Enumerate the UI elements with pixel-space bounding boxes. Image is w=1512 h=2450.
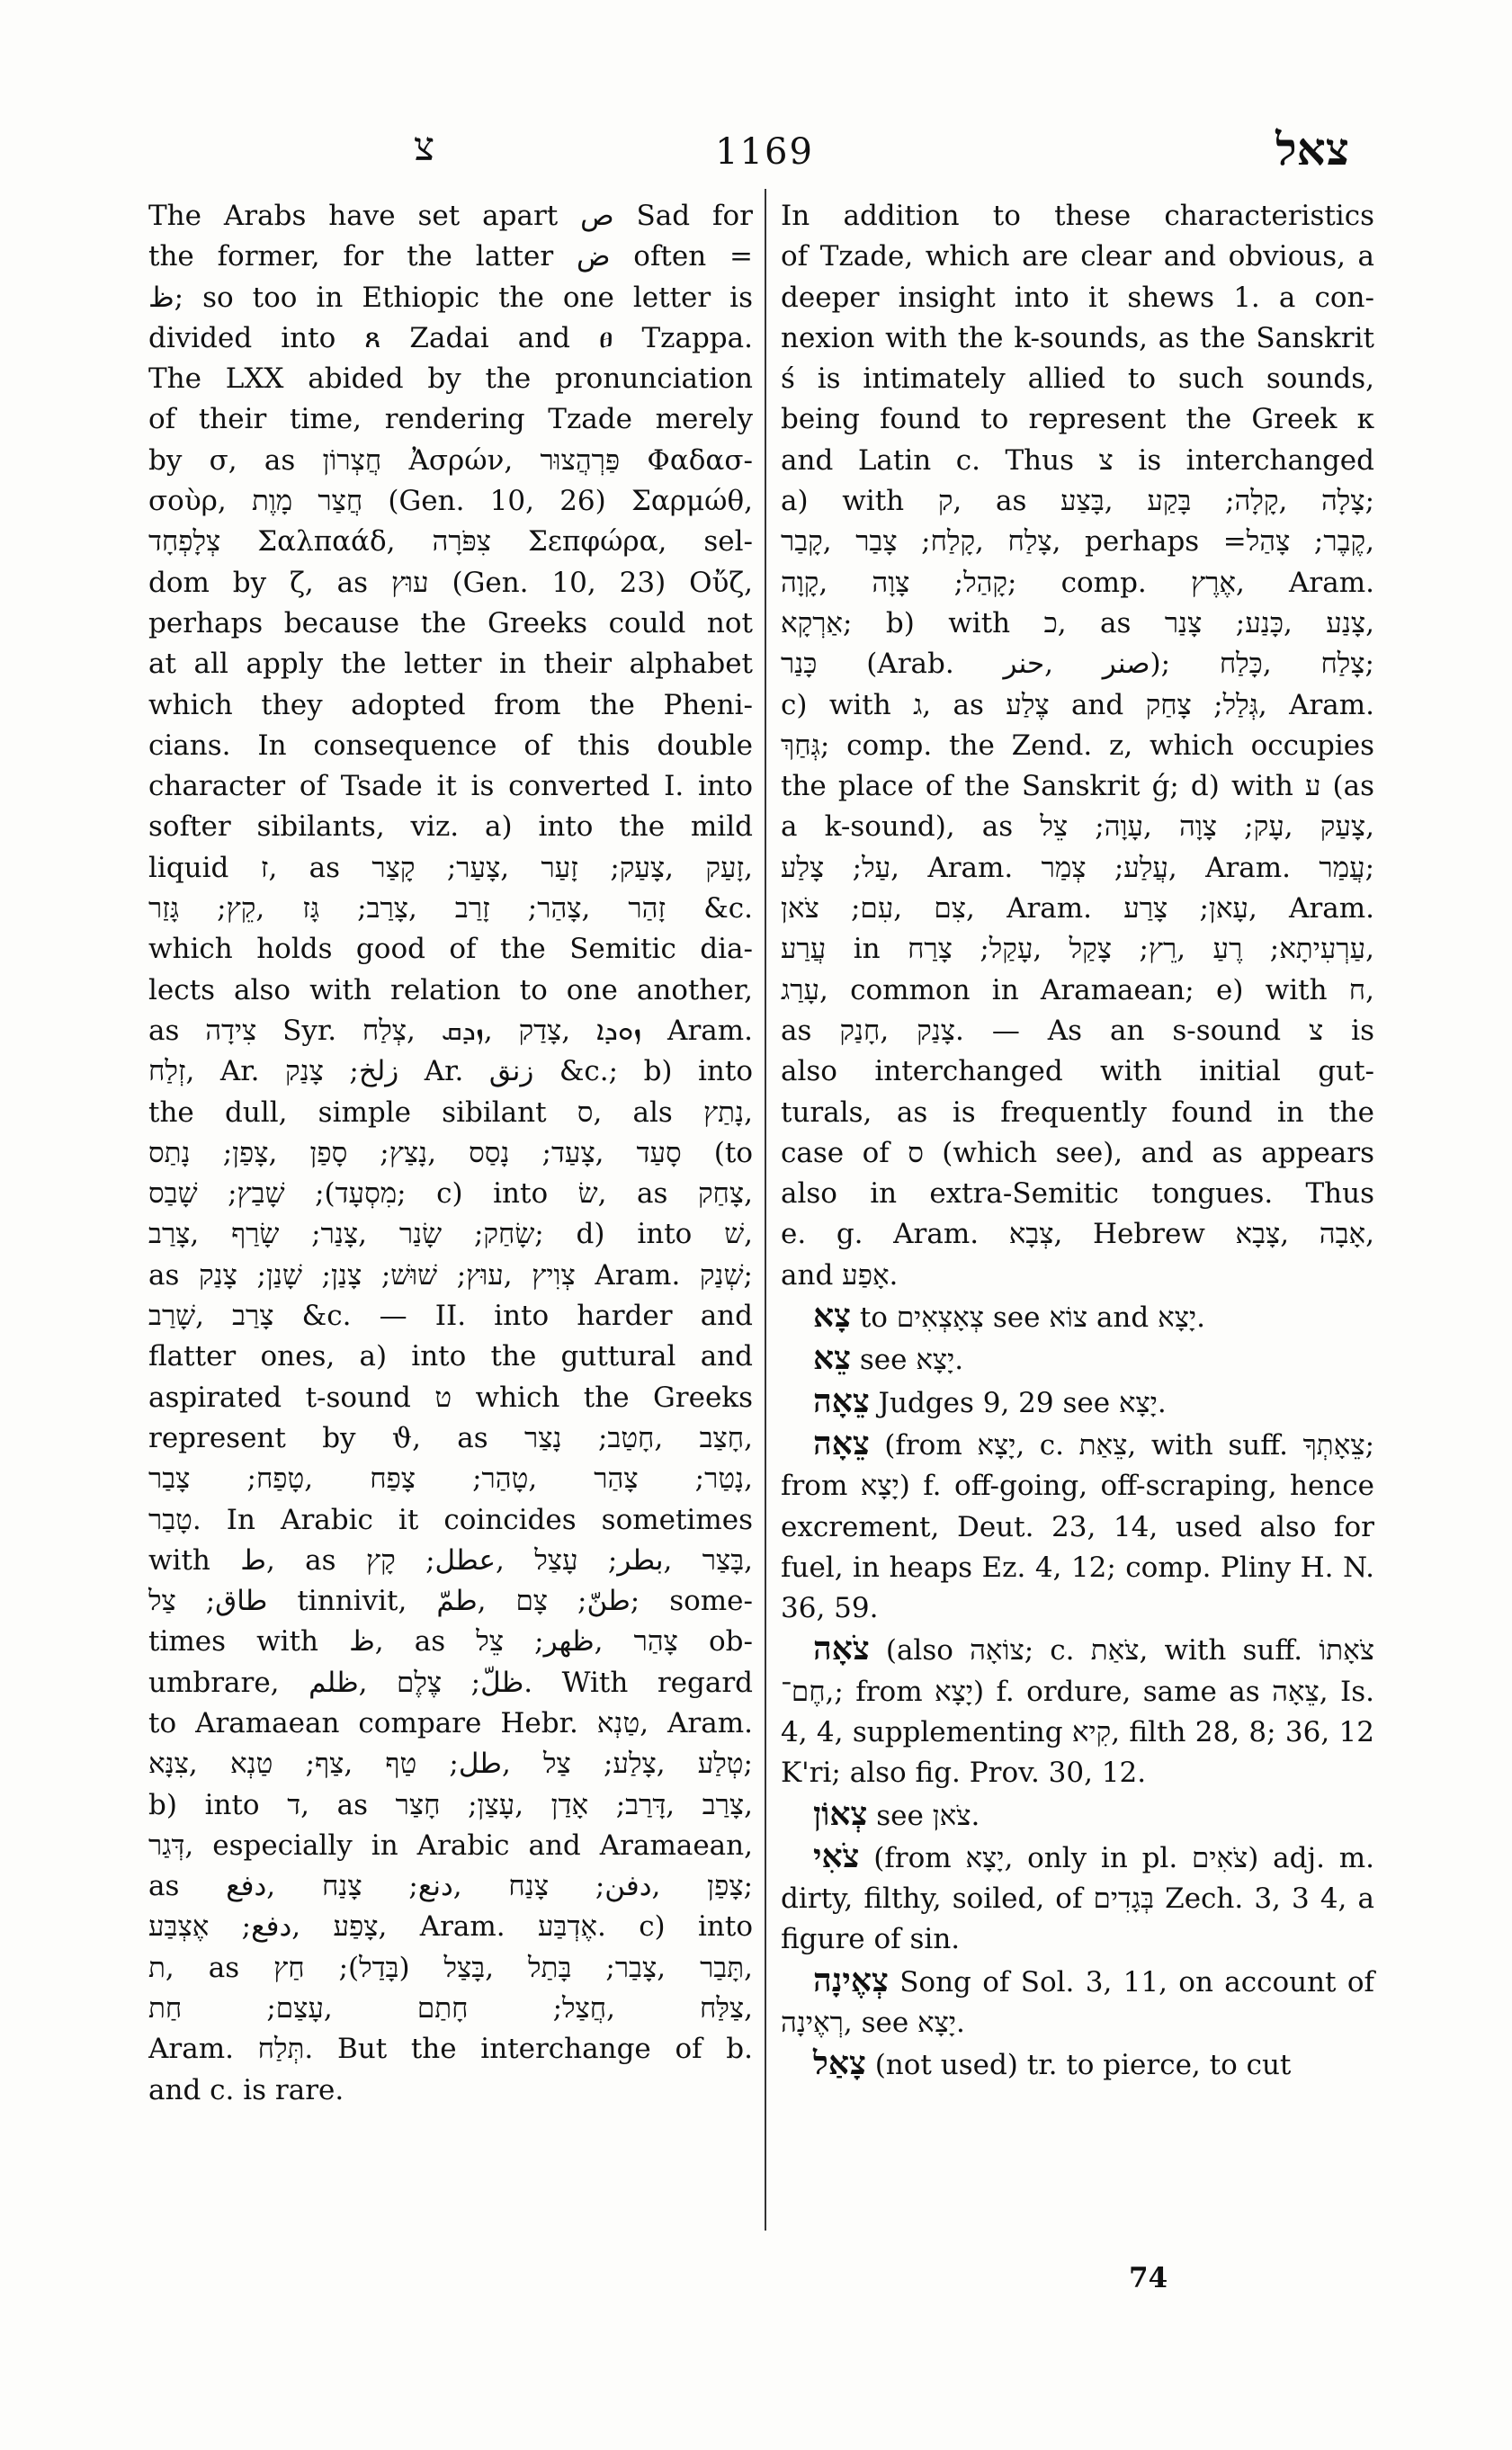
text-line: צָפַע ,دفع; אֶצְבַּע, Aram. אֶדְבַּע. c) into bbox=[148, 1910, 753, 1944]
page-header bbox=[144, 115, 1385, 187]
text-line: طاق; צַל tinnivit, طنّ; צָם ,طمّ; some- bbox=[148, 1585, 753, 1618]
entry-text: see יָצָא. bbox=[859, 1344, 964, 1377]
dictionary-entry bbox=[781, 1794, 1374, 1837]
entry-headword: צָאַל bbox=[813, 2044, 866, 2083]
entry-text: (not used) tr. to pierce, to cut bbox=[874, 2049, 1292, 2082]
entry-headword: צְאֶינָה bbox=[813, 1961, 889, 1999]
entry-text: Judges 9, 29 see יָצָא. bbox=[878, 1386, 1167, 1419]
dictionary-entry bbox=[781, 2043, 1374, 2086]
text-line: also interchanged with initial gut- bbox=[781, 1055, 1374, 1088]
text-line: perhaps because the Greeks could not bbox=[148, 606, 753, 639]
text-line: liquid ז, as זָעַק ,צָעַק; זָעַר ,צָעַר; קָצַר, bbox=[148, 851, 753, 884]
text-line: צְלָפְחָד Σαλπαάδ, צִפֹּרָה Σεπφώρα, sel- bbox=[148, 525, 753, 559]
text-line: צָלַח ,קָלַח; צָבַר ,קָבַר, perhaps =קֶבֶר; צָהַל, bbox=[781, 525, 1374, 559]
text-line: עָרַג, common in Aramaean; e) with ח, bbox=[781, 973, 1374, 1006]
text-line: deeper insight into it shews 1. a con- bbox=[781, 281, 1374, 314]
text-line: nexion with the k-sounds, as the Sanskrit bbox=[781, 321, 1374, 354]
entry-headword: צָא bbox=[813, 1297, 851, 1336]
text-line: צִם ,עִם; צֹאן, Aram. עָאן; צָרַע, Aram. bbox=[781, 892, 1374, 925]
dictionary-entry bbox=[781, 1424, 1374, 1629]
entry-text: (from יָצָא, c. צֵאַת, with suff. צֵאָתְךָ; from יָצָא) f. off-going, off-scraping, hence excrement, Deut. 23, 14, used also for fuel, in heaps Ez. 4, 12; comp. Pliny H. N. 36, 59. bbox=[781, 1428, 1375, 1625]
text-line: a) with ק, as צָלָה ,קָלָה; בָּקַע ,בָּצַע; bbox=[781, 485, 1374, 518]
text-line: אַרְקָא; b) with כ, as צָנַע ,כָּנַע; צָנַר, bbox=[781, 606, 1374, 639]
dictionary-entry bbox=[781, 1338, 1374, 1381]
text-line: The LXX abided by the pronunciation bbox=[148, 362, 753, 396]
text-line: times with ظ, as צָהַר ,ظهر; צֵל ob- bbox=[148, 1625, 753, 1659]
text-line: טְלַע ,צָלַע; צַל ,طل; טַף ,צַף; טַנְא ,צִנָּא; bbox=[148, 1748, 753, 1781]
text-line: σοὺρ, חֲצַר מָוֶת (Gen. 10, 26) Σαρμώθ, bbox=[148, 485, 753, 518]
header-word: צאל bbox=[1275, 122, 1349, 175]
entry-headword: צֵא bbox=[813, 1339, 851, 1378]
dictionary-entry bbox=[781, 1296, 1374, 1338]
text-line: In addition to these characteristics bbox=[781, 200, 1374, 232]
text-line: flatter ones, a) into the guttural and bbox=[148, 1340, 753, 1373]
text-line: גְּחַךְ; comp. the Zend. z, which occupies bbox=[781, 729, 1374, 762]
dictionary-entry bbox=[781, 1837, 1374, 1961]
text-line: of their time, rendering Tzade merely bbox=[148, 403, 753, 436]
page-number: 1169 bbox=[715, 131, 814, 173]
text-line: סָעַד ,צָעַד; נָסַס ,נָצַץ; סָפַן ,צָפַן; נָתַס (to bbox=[148, 1136, 753, 1169]
text-line: as צָפַן ,دفن; צָנַח ,دنع; צָנַח ,دفع; bbox=[148, 1870, 753, 1903]
text-line: נָטַר; צָהַר ,טָהַר; צָפַח ,טָפַח; צָבַר, bbox=[148, 1462, 753, 1496]
text-line: the dull, simple sibilant ס, als נָתַץ, bbox=[148, 1095, 753, 1129]
text-line: to Aramaean compare Hebr. טַנְא, Aram. bbox=[148, 1706, 753, 1739]
text-line: lects also with relation to one another, bbox=[148, 973, 753, 1006]
text-line: represent by ϑ, as חָצַב ,חָטַב; נָצַר, bbox=[148, 1421, 753, 1454]
text-line: which they adopted from the Pheni- bbox=[148, 688, 753, 721]
text-line: as צְוִיץ ,עוּץ; שׁוּשׁ; צָנַן; שָׁנַן; צָנַק Aram. שְׁנַק; bbox=[148, 1258, 753, 1292]
entry-headword: צֹאָה bbox=[813, 1630, 870, 1668]
text-line: כָּנַר (Arab. صنر ,حنر); צָלַח ,כָּלַח; bbox=[781, 648, 1374, 681]
text-line: עֲרַע in עַרְעִיתָא; רֶעַ ,רֵץ; צָקַל ,עָקַל; צָרַח, bbox=[781, 933, 1374, 966]
entry-text: Song of Sol. 3, 11, on account of רְאֶינָה, see יָצָא. bbox=[781, 1965, 1374, 2040]
text-line: צָרַב ,שָׁרַב &c. — II. into harder and bbox=[148, 1300, 753, 1333]
text-line: and אָפַע. bbox=[781, 1258, 899, 1292]
text-line: a k-sound), as צָעַק ,עָק; צָוָה ,עָוָה; צֵל, bbox=[781, 810, 1374, 844]
signature-mark: 74 bbox=[1129, 2262, 1168, 2294]
text-line: case of ס (which see), and as appears bbox=[781, 1136, 1374, 1169]
text-line: זְלַח, Ar. زلخ; צָנַק Ar. زنق &c.; b) into bbox=[148, 1055, 753, 1088]
text-line: מִסְעָד); שָׁבַץ; שָׁבַס; c) into שׂ, as צָחַק, bbox=[148, 1177, 753, 1211]
entry-headword: צֵאָה bbox=[813, 1424, 870, 1462]
header-letter: צ bbox=[414, 124, 435, 170]
text-line: at all apply the letter in their alphabet bbox=[148, 648, 753, 681]
text-line: which holds good of the Semitic dia- bbox=[148, 933, 753, 966]
text-line: also in extra-Semitic tongues. Thus bbox=[781, 1177, 1374, 1211]
text-line: עַל; צָלַע, Aram. עֲלַע; צְמַר, Aram. עֲמַר; bbox=[781, 851, 1374, 884]
text-line: of Tzade, which are clear and obvious, a bbox=[781, 240, 1374, 273]
entry-text: (from יָצָא, only in pl. צֹאִים) adj. m. dirty, filthy, soiled, of בְּגָדִים Zech. 3, 3 4, a figure of sin. bbox=[781, 1841, 1374, 1956]
entry-text: see צֹאן. bbox=[876, 1799, 980, 1832]
text-line: דְּגַר, especially in Arabic and Aramaean, bbox=[148, 1829, 753, 1862]
text-line: ś is intimately allied to such sounds, bbox=[781, 362, 1374, 396]
text-line: צַלַּח ,חֲצַל; חָתַם ,עָצַם; חַת, bbox=[148, 1992, 753, 2025]
text-line: טָבַר. In Arabic it coincides sometimes bbox=[148, 1503, 753, 1536]
text-line: as צָנַק ,חָנַק. — As an s-sound צ is bbox=[781, 1014, 1374, 1047]
text-line: c) with ג, as צֶלַע and גְּלַל; צָחַק, Aram. bbox=[781, 688, 1374, 721]
column-divider bbox=[765, 189, 766, 2231]
text-line: umbrare, ظلّ; צֶלֶם ,ظلم. With regard bbox=[148, 1666, 753, 1699]
text-line: turals, as is frequently found in the bbox=[781, 1095, 1374, 1129]
text-line: cians. In consequence of this double bbox=[148, 729, 753, 762]
text-line: קָהַל; צָוָה ,קָוָה; comp. אֶרֶץ, Aram. bbox=[781, 566, 1374, 599]
entry-text: to צְאָצְאִים see צוֹא and יָצָא. bbox=[859, 1301, 1205, 1335]
right-column bbox=[781, 196, 1374, 2087]
text-line: the place of the Sanskrit ǵ; d) with ע (as bbox=[781, 770, 1374, 803]
text-line: זָהַר ,צָהַר; זָרַב ,צָרַב; גָּז ,קֵץ; גָּזַר &c. bbox=[148, 892, 753, 925]
text-line: divided into ጸ Zadai and ፀ Tzappa. bbox=[148, 321, 753, 354]
dictionary-entry bbox=[781, 1381, 1374, 1424]
text-line: and Latin c. Thus צ is interchanged bbox=[781, 443, 1374, 477]
dictionary-entry bbox=[781, 1961, 1374, 2044]
text-line: by σ, as חֲצְרוֹן Ἀσρών, פַּרְהֲצוּר Φαδασ- bbox=[148, 443, 753, 477]
text-line: dom by ζ, as עוּץ (Gen. 10, 23) Οὔζ, bbox=[148, 566, 753, 599]
text-line: e. g. Aram. צְבָא, Hebrew אָבָה ,צָבָא, bbox=[781, 1218, 1374, 1251]
entry-headword: צְאוֹן bbox=[813, 1794, 868, 1833]
text-line: aspirated t-sound ט which the Greeks bbox=[148, 1381, 753, 1414]
text-line: The Arabs have set apart ص Sad for bbox=[148, 200, 753, 232]
text-line: ת, as תָּבַר ,צָבַר; בָּתַל ,בָּצַל (בָּדַל); חַץ, bbox=[148, 1951, 753, 1984]
text-line: with ط, as בָּצַר ,بطر; עָצַל ,عطل; קָץ, bbox=[148, 1543, 753, 1577]
text-line: Aram. תְּלַח. But the interchange of b. bbox=[148, 2033, 753, 2066]
text-line: the former, for the latter ض often = bbox=[148, 240, 753, 273]
text-line: as צִידָה Syr. ܙܘܕܐ ,צָדַק ,ܙܕܩ ,צְלַח Aram. bbox=[148, 1014, 753, 1047]
text-line: character of Tsade it is converted I. into bbox=[148, 770, 753, 803]
text-line: and c. is rare. bbox=[148, 2073, 344, 2106]
entry-text: (also צוֹאָה; c. צֹאַת, with suff. צֹאָתוֹ ,חֶם־; from יָצָא) f. ordure, same as צֵאָה, Is. 4, 4, supplementing קִיא, filth 28, 8; 36, 12 K'ri; also fig. Prov. 30, 12. bbox=[781, 1634, 1374, 1790]
entry-headword: צֹאִי bbox=[813, 1837, 860, 1875]
dictionary-entry bbox=[781, 1629, 1374, 1793]
left-column bbox=[148, 196, 753, 2111]
text-line: b) into ד, as צָרַב ,דָּרַב; אָדַן ,עָצַן; חָצַר, bbox=[148, 1788, 753, 1821]
text-line: שָׂחַק; שָׂנַר ,צָנַר; שָׂרַף ,צָרַב; d) into שׁ, bbox=[148, 1218, 753, 1251]
text-line: being found to represent the Greek κ bbox=[781, 403, 1374, 436]
text-line: softer sibilants, viz. a) into the mild bbox=[148, 810, 753, 844]
text-line: ظ; so too in Ethiopic the one letter is bbox=[148, 281, 753, 314]
entry-headword: צֵאָה bbox=[813, 1381, 870, 1420]
